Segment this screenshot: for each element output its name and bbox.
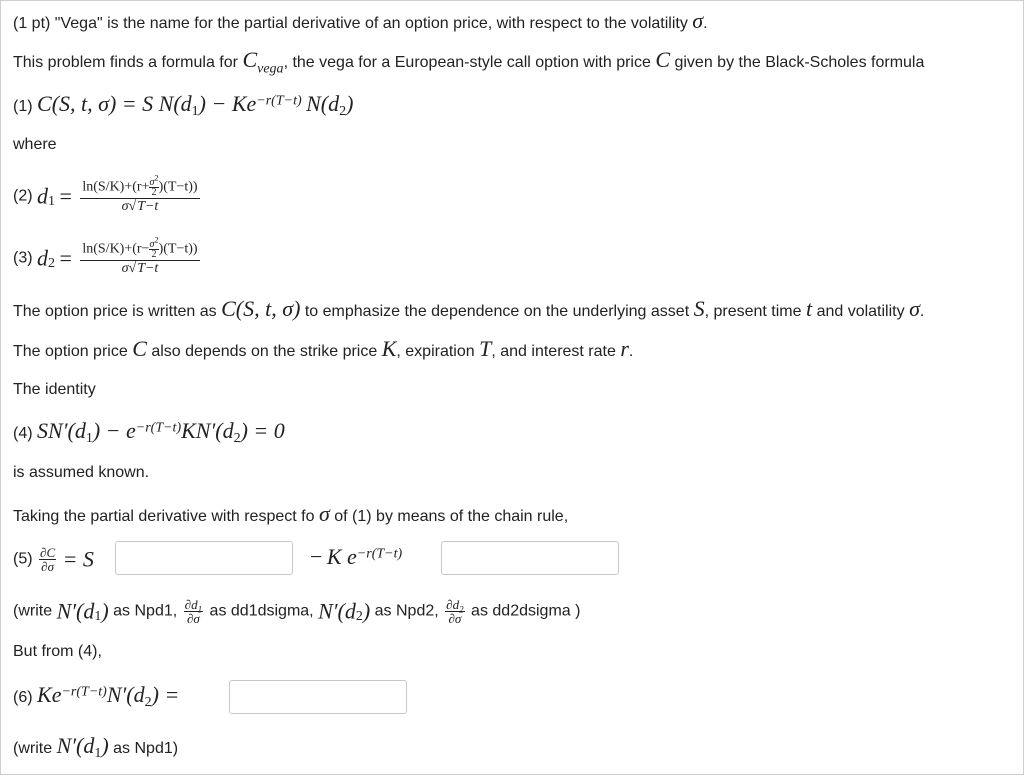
d2-var: d bbox=[37, 245, 49, 271]
eq1-mid: ) − Ke bbox=[198, 91, 257, 116]
c-vega-sub: vega bbox=[257, 61, 284, 77]
param-text-d: , and interest rate bbox=[491, 343, 616, 360]
write-a: (write bbox=[13, 602, 53, 620]
dd2-sub: 2 bbox=[459, 604, 464, 615]
eq6-exponent: −r(T−t) bbox=[61, 684, 107, 700]
dep-math: C(S, t, σ) bbox=[221, 296, 301, 321]
eq6-c: ) = bbox=[151, 682, 180, 707]
eq1-lhs: C(S, t, σ) = S N(d bbox=[37, 91, 192, 116]
eq5-eq-s: = S bbox=[62, 546, 94, 572]
eq1-d1-sub: 1 bbox=[191, 104, 199, 120]
d1-numerator bbox=[80, 173, 199, 199]
eq4-label: (4) bbox=[13, 425, 33, 442]
d2-num-tail: )(T−t)) bbox=[158, 241, 198, 257]
c-vega-base: C bbox=[242, 47, 258, 72]
eq4-c: KN′(d bbox=[181, 418, 234, 443]
d1-num-tail: )(T−t)) bbox=[158, 179, 198, 195]
t-var: t bbox=[805, 296, 813, 321]
problem-description bbox=[13, 47, 925, 77]
desc-text-d: given by the Black-Scholes formula bbox=[674, 54, 925, 71]
where-label: where bbox=[13, 136, 57, 153]
eq6-answer-input[interactable] bbox=[229, 680, 407, 714]
t-cap-var: T bbox=[479, 336, 492, 361]
sigma-sq-base-2: σ bbox=[149, 239, 155, 250]
write-instructions bbox=[13, 598, 580, 625]
eq2-equals: = bbox=[59, 183, 72, 209]
s-var: S bbox=[693, 296, 705, 321]
equation-5-tail bbox=[310, 546, 402, 571]
dep-period: . bbox=[919, 303, 925, 320]
d1-sub: 1 bbox=[48, 193, 56, 209]
price-var: C bbox=[655, 47, 671, 72]
npd1-sub: 1 bbox=[94, 608, 102, 624]
half-den: 2 bbox=[151, 187, 157, 198]
eq4-a: SN′(d bbox=[37, 418, 86, 443]
equation-2 bbox=[13, 173, 204, 215]
d1-var: d bbox=[37, 183, 49, 209]
den-radicand-2: T−t bbox=[137, 261, 159, 276]
dep-text-a: The option price is written as bbox=[13, 303, 217, 320]
den-radicand: T−t bbox=[137, 199, 159, 214]
sigma-sq-exp-2: 2 bbox=[154, 235, 159, 245]
eq5-minus: − bbox=[310, 544, 323, 569]
dd1-num: ∂d bbox=[184, 597, 198, 612]
dc-dsigma bbox=[39, 546, 56, 573]
den-sigma-2: σ bbox=[121, 261, 129, 276]
param-text-a: The option price bbox=[13, 343, 128, 360]
intro-line bbox=[13, 10, 708, 35]
identity-label: The identity bbox=[13, 381, 96, 398]
write2-npd1: N′(d bbox=[56, 733, 95, 758]
intro-text: "Vega" is the name for the partial derivative of an option price, with respect to the volatility bbox=[54, 15, 688, 32]
write2-sub: 1 bbox=[94, 746, 102, 762]
eq5-ke: K e bbox=[326, 544, 357, 569]
eq5-label: (5) bbox=[13, 550, 33, 568]
dep-text-d: and volatility bbox=[816, 303, 905, 320]
eq1-nd2: N(d bbox=[306, 91, 340, 116]
d2-sub: 2 bbox=[48, 255, 56, 271]
write2-close: ) bbox=[101, 733, 109, 758]
eq5-answer-input-2[interactable] bbox=[441, 541, 619, 575]
eq4-b: ) − e bbox=[92, 418, 136, 443]
eq1-close: ) bbox=[346, 91, 354, 116]
dc-den: ∂σ bbox=[41, 559, 54, 574]
taking-text-b: of (1) by means of the chain rule, bbox=[334, 508, 569, 525]
sigma-sq-half bbox=[149, 173, 159, 198]
eq6-a: Ke bbox=[37, 682, 62, 707]
dep-text-b: to emphasize the dependence on the underlying asset bbox=[304, 303, 690, 320]
npd2-close: ) bbox=[362, 598, 371, 624]
eq5-answer-input-1[interactable] bbox=[115, 541, 293, 575]
eq1-exponent: −r(T−t) bbox=[256, 93, 302, 109]
taking-text-a: Taking the partial derivative with respect fo bbox=[13, 508, 315, 525]
npd2-sub: 2 bbox=[355, 608, 363, 624]
equation-5 bbox=[13, 546, 94, 573]
sigma-sq-exp: 2 bbox=[154, 173, 159, 183]
write-e: as dd2dsigma ) bbox=[471, 602, 581, 620]
dd2-dsigma bbox=[445, 598, 464, 625]
eq6-d2-sub: 2 bbox=[144, 695, 152, 711]
dd1-den: ∂σ bbox=[186, 611, 200, 626]
k-var: K bbox=[381, 336, 397, 361]
eq4-d1-sub: 1 bbox=[85, 431, 93, 447]
sigma-sq-base: σ bbox=[149, 177, 155, 188]
equation-3 bbox=[13, 235, 204, 277]
parameters-line bbox=[13, 338, 633, 363]
eq6-label: (6) bbox=[13, 689, 33, 706]
d2-fraction bbox=[80, 235, 199, 277]
period: . bbox=[703, 15, 708, 32]
eq4-d2-sub: 2 bbox=[233, 431, 241, 447]
eq5-exponent: −r(T−t) bbox=[356, 546, 403, 562]
dc-num: ∂C bbox=[40, 545, 56, 560]
param-text-b: also depends on the strike price bbox=[151, 343, 378, 360]
eq6-b: N′(d bbox=[106, 682, 145, 707]
write-c: as dd1dsigma, bbox=[209, 602, 314, 620]
dd2-den: ∂σ bbox=[448, 611, 462, 626]
equation-6 bbox=[13, 684, 179, 709]
write-d: as Npd2, bbox=[374, 602, 439, 620]
but-from-label: But from (4), bbox=[13, 643, 102, 660]
dep-text-c: , present time bbox=[704, 303, 802, 320]
equation-4 bbox=[13, 420, 285, 445]
d1-denominator: σ√T−t bbox=[121, 199, 159, 214]
eq1-label: (1) bbox=[13, 98, 33, 115]
dependence-line bbox=[13, 298, 924, 323]
d2-numerator bbox=[80, 235, 199, 261]
eq1-d2-sub: 2 bbox=[339, 104, 347, 120]
den-sigma: σ bbox=[121, 199, 129, 214]
d2-num-a: ln(S/K)+(r− bbox=[82, 241, 150, 257]
npd1-math: N′(d bbox=[56, 598, 95, 624]
write2-a: (write bbox=[13, 740, 53, 757]
write-instructions-2 bbox=[13, 735, 178, 760]
sigma-var: σ bbox=[909, 296, 920, 321]
sigma-symbol: σ bbox=[692, 8, 704, 33]
c-var: C bbox=[132, 336, 147, 361]
npd1-close: ) bbox=[101, 598, 109, 624]
dd1-sub: 1 bbox=[197, 604, 203, 615]
eq3-equals: = bbox=[59, 245, 72, 271]
d1-fraction bbox=[80, 173, 199, 215]
desc-text-a: This problem finds a formula for bbox=[13, 54, 238, 71]
c-vega bbox=[242, 47, 284, 77]
param-text-c: , expiration bbox=[396, 343, 475, 360]
sigma-sq-half-2 bbox=[149, 235, 159, 260]
desc-text-b: , the vega for a European-style call option with price bbox=[283, 54, 651, 71]
equation-1 bbox=[13, 93, 353, 118]
dd1-dsigma bbox=[184, 598, 203, 625]
half-den-2: 2 bbox=[151, 249, 157, 260]
npd2-math: N′(d bbox=[318, 598, 356, 624]
r-var: r bbox=[620, 336, 629, 361]
points-label: (1 pt) bbox=[13, 15, 51, 32]
write-b: as Npd1, bbox=[113, 602, 178, 620]
eq2-label: (2) bbox=[13, 187, 33, 205]
eq4-d: ) = 0 bbox=[240, 418, 285, 443]
eq4-exponent: −r(T−t) bbox=[135, 420, 182, 436]
assumed-label: is assumed known. bbox=[13, 464, 150, 481]
param-period: . bbox=[628, 343, 634, 360]
d2-denominator: σ√T−t bbox=[121, 261, 159, 276]
taking-sigma: σ bbox=[318, 501, 330, 526]
dd2-num: ∂d bbox=[446, 597, 460, 612]
write2-b: as Npd1) bbox=[113, 740, 179, 757]
d1-num-a: ln(S/K)+(r+ bbox=[82, 179, 150, 195]
eq3-label: (3) bbox=[13, 249, 33, 267]
taking-line bbox=[13, 503, 568, 528]
